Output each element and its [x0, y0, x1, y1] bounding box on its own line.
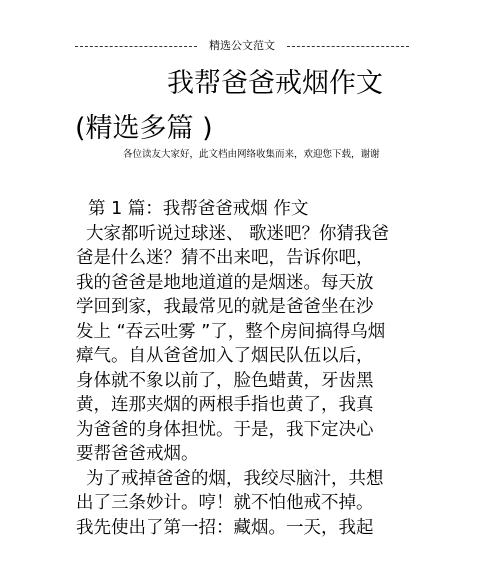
section-heading: 第 1 篇：我帮爸爸戒烟 作文 [88, 199, 309, 219]
header-divider-left [75, 46, 197, 47]
header-divider-right [287, 46, 409, 47]
paragraph-line: 大家都听说过球迷、 歌迷吧？你猜我爸 [86, 223, 390, 244]
paragraph-line: 学回到家，我最常见的就是爸爸坐在沙 [76, 297, 374, 317]
paragraph-line: 黄，连那夹烟的两根手指也黄了，我真 [76, 395, 374, 415]
paragraph-line: 发上 “吞云吐雾 ”了，整个房间搞得乌烟 [76, 321, 386, 342]
page-header [75, 39, 409, 53]
paragraph-line: 爸是什么迷？猜不出来吧，告诉你吧， [76, 248, 374, 268]
download-notice: 各位读友大家好，此文档由网络收集而来，欢迎您下载，谢谢 [123, 149, 380, 160]
paragraph-line: 为爸爸的身体担忧。于是，我下定决心 [76, 419, 374, 440]
paragraph-line: 要帮爸爸戒烟。 [76, 444, 199, 464]
paragraph-line: 我的爸爸是地地道道的是烟迷。每天放 [76, 272, 374, 293]
paragraph-line: 瘴气。自从爸爸加入了烟民队伍以后， [76, 346, 374, 366]
header-label: 精选公文范文 [209, 39, 275, 52]
document-subtitle: (精选多篇 ) [75, 113, 213, 144]
article-body [76, 197, 416, 540]
document-title: 我帮爸爸戒烟作文 [167, 68, 383, 99]
paragraph-line: 出了三条妙计。哼！就不怕他戒不掉。 [76, 493, 374, 513]
paragraph-line: 为了戒掉爸爸的烟，我绞尽脑汁，共想 [86, 468, 384, 489]
paragraph-line: 我先使出了第一招：藏烟。一天，我起 [76, 517, 374, 538]
paragraph-line: 身体就不象以前了，脸色蜡黄，牙齿黑 [76, 370, 374, 391]
